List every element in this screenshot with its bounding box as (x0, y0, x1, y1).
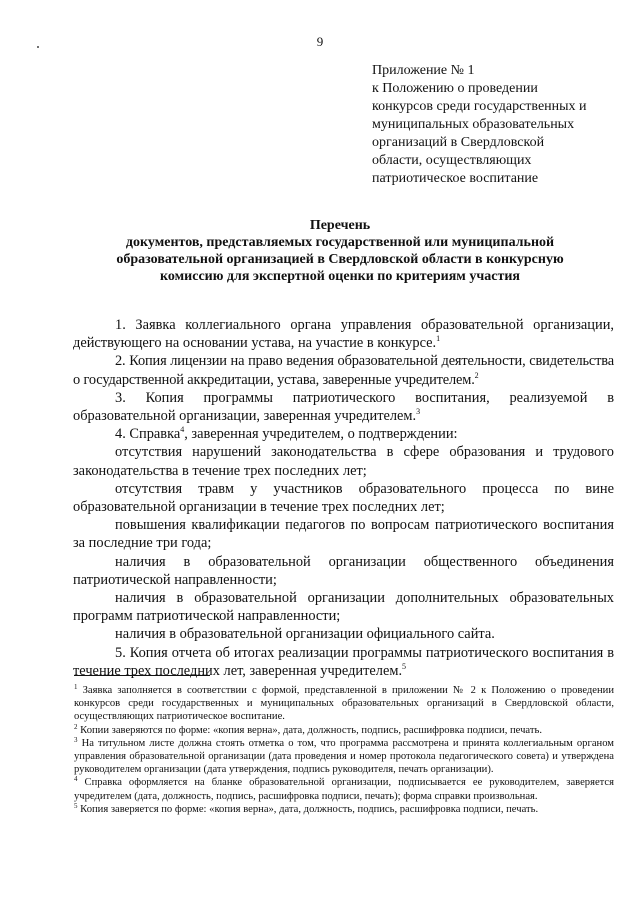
list-item: 4. Справка$^4$, заверенная учредителем, о подтверждении: (115, 425, 458, 443)
appendix-line: области, осуществляющих (372, 153, 532, 168)
appendix-header (372, 62, 622, 188)
appendix-line: к Положению о проведении (372, 81, 538, 96)
footnote: $^3$ На титульном листе должна стоять отметка о том, что программа рассмотрена и принята коллегиальным органом управления образовательной организации (дата проведения и номер протокола педагогического совета) и утверждена руководителем организации (дата утверждения, подпись руководителя, печать организации). (74, 735, 614, 776)
footnote-ref: 5 (402, 661, 407, 671)
footnote-number: 3 (74, 735, 78, 744)
footnotes (74, 684, 614, 816)
title-line: комиссию для экспертной оценки по критериям участия (160, 269, 520, 284)
list-item: повышения квалификации педагогов по вопросам патриотического воспитания за последние три года; (73, 517, 614, 552)
appendix-line: муниципальных образовательных (372, 117, 575, 132)
list-item: отсутствия нарушений законодательства в сфере образования и трудового законодательства в течение трех последних лет; (73, 444, 614, 479)
title-line: документов, представляемых государственной или муниципальной (125, 235, 555, 250)
footnote: $^4$ Справка оформляется на бланке образовательной организации, подписывается ее руководителем, заверяется учредителем (дата, должность, подпись, расшифровка подписи, печать); форма справки произвольная. (74, 775, 614, 802)
scan-dot (37, 46, 39, 48)
list-item: наличия в образовательной организации дополнительных образовательных программ патриотической направленности; (73, 590, 614, 625)
appendix-line: конкурсов среди государственных и (372, 99, 587, 114)
footnote-number: 2 (74, 722, 78, 731)
footnote-number: 1 (74, 683, 78, 691)
appendix-line: организаций в Свердловской (372, 135, 545, 150)
footnote: $^2$ Копии заверяются по форме: «копия верна», дата, должность, подпись, расшифровка подписи, печать. (74, 722, 542, 736)
list-item: отсутствия травм у участников образовательного процесса по вине образовательной организации в течение трех последних лет; (73, 480, 614, 516)
document-title (70, 217, 610, 285)
footnote-number: 4 (74, 775, 78, 784)
list-item: 5. Копия отчета об итогах реализации программы патриотического воспитания в течение трех последних лет, заверенная учредителем.$^5$ (73, 644, 614, 679)
list-item: наличия в образовательной организации общественного объединения патриотической направленности; (73, 553, 614, 588)
title-line: образовательной организацией в Свердловской области в конкурсную (116, 252, 564, 267)
footnote-number: 5 (74, 801, 78, 810)
footnote-ref: 1 (436, 334, 441, 344)
footnote: $^5$ Копия заверяется по форме: «копия верна», дата, должность, подпись, расшифровка подписи, печать. (74, 801, 539, 815)
list-item: 1. Заявка коллегиального органа управления образовательной организации, действующего на основании устава, на участие в конкурсе.$^1$ (73, 317, 614, 352)
list-item: 2. Копия лицензии на право ведения образовательной деятельности, свидетельства о государственной аккредитации, устава, заверенные учредителем.$^2$ (73, 353, 614, 388)
appendix-line: Приложение № 1 (372, 63, 475, 78)
footnote-ref: 3 (416, 407, 421, 417)
footnote-separator (74, 675, 210, 676)
footnote: $^1$ Заявка заполняется в соответствии с формой, представленной в приложении № 2 к Положению о проведении конкурсов среди государственных и муниципальных образовательных организаций в Свердловской области, осуществляющих патриотическое воспитание. (74, 683, 614, 723)
list-item: 3. Копия программы патриотического воспитания, реализуемой в образовательной организации, заверенная учредителем.$^3$ (73, 389, 614, 425)
title-line: Перечень (309, 218, 371, 233)
page-number: 9 (316, 34, 324, 49)
document-body (73, 316, 614, 680)
list-item: наличия в образовательной организации официального сайта. (115, 626, 495, 643)
appendix-line: патриотическое воспитание (372, 171, 539, 186)
footnote-ref: 2 (474, 370, 479, 380)
footnote-ref: 4 (180, 425, 185, 435)
